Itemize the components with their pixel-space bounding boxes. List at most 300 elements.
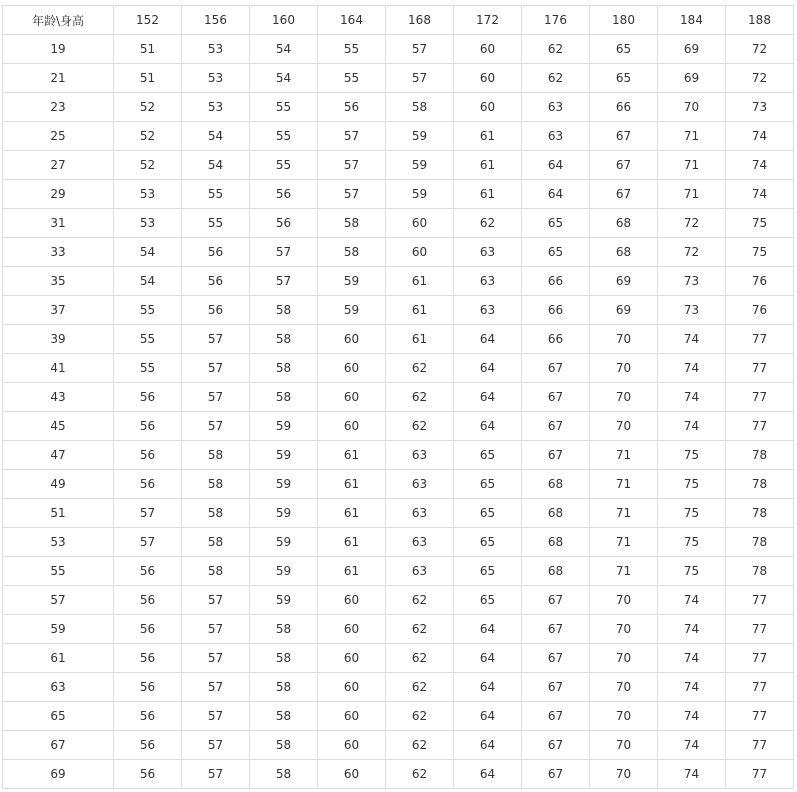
- weight-cell: 67: [522, 441, 590, 470]
- weight-cell: 56: [318, 93, 386, 122]
- weight-cell: 56: [182, 267, 250, 296]
- weight-cell: 64: [454, 412, 522, 441]
- weight-cell: 59: [250, 441, 318, 470]
- weight-cell: 77: [726, 673, 794, 702]
- table-row: [3, 296, 794, 325]
- weight-cell: 64: [454, 354, 522, 383]
- table-row: [3, 499, 794, 528]
- weight-cell: 68: [590, 238, 658, 267]
- weight-cell: 66: [522, 267, 590, 296]
- height-header-cell: 152: [114, 6, 182, 35]
- weight-cell: 58: [250, 354, 318, 383]
- height-header-cell: 180: [590, 6, 658, 35]
- weight-cell: 64: [454, 702, 522, 731]
- weight-cell: 74: [658, 615, 726, 644]
- table-row: [3, 151, 794, 180]
- age-cell: 39: [3, 325, 114, 354]
- weight-cell: 70: [590, 644, 658, 673]
- weight-cell: 62: [522, 64, 590, 93]
- weight-cell: 63: [386, 441, 454, 470]
- age-cell: 41: [3, 354, 114, 383]
- weight-cell: 53: [114, 209, 182, 238]
- age-cell: 25: [3, 122, 114, 151]
- weight-cell: 66: [522, 296, 590, 325]
- height-header-cell: 156: [182, 6, 250, 35]
- age-cell: 55: [3, 557, 114, 586]
- weight-cell: 64: [454, 760, 522, 789]
- weight-cell: 78: [726, 557, 794, 586]
- weight-cell: 58: [250, 673, 318, 702]
- table-row: [3, 470, 794, 499]
- weight-cell: 70: [590, 760, 658, 789]
- weight-cell: 62: [522, 35, 590, 64]
- weight-cell: 58: [250, 615, 318, 644]
- weight-cell: 60: [318, 383, 386, 412]
- weight-cell: 58: [250, 296, 318, 325]
- table-row: [3, 441, 794, 470]
- table-row: [3, 64, 794, 93]
- age-cell: 45: [3, 412, 114, 441]
- weight-cell: 71: [658, 180, 726, 209]
- height-header-cell: 184: [658, 6, 726, 35]
- weight-cell: 60: [318, 760, 386, 789]
- age-cell: 35: [3, 267, 114, 296]
- weight-cell: 57: [182, 702, 250, 731]
- weight-cell: 57: [386, 64, 454, 93]
- table-row: [3, 673, 794, 702]
- weight-cell: 55: [182, 209, 250, 238]
- weight-cell: 54: [182, 151, 250, 180]
- weight-cell: 57: [182, 354, 250, 383]
- weight-cell: 56: [114, 470, 182, 499]
- weight-cell: 62: [386, 673, 454, 702]
- weight-cell: 58: [386, 93, 454, 122]
- weight-cell: 60: [454, 64, 522, 93]
- weight-cell: 62: [386, 383, 454, 412]
- table-row: [3, 412, 794, 441]
- table-row: [3, 267, 794, 296]
- table-row: [3, 238, 794, 267]
- weight-cell: 54: [250, 64, 318, 93]
- table-row: [3, 325, 794, 354]
- age-cell: 21: [3, 64, 114, 93]
- weight-cell: 59: [250, 586, 318, 615]
- weight-cell: 75: [658, 499, 726, 528]
- weight-cell: 57: [250, 238, 318, 267]
- weight-cell: 73: [726, 93, 794, 122]
- weight-cell: 58: [250, 644, 318, 673]
- age-cell: 33: [3, 238, 114, 267]
- weight-cell: 59: [250, 499, 318, 528]
- weight-cell: 70: [658, 93, 726, 122]
- height-header-cell: 172: [454, 6, 522, 35]
- weight-cell: 71: [658, 122, 726, 151]
- weight-cell: 59: [250, 412, 318, 441]
- weight-cell: 58: [250, 383, 318, 412]
- weight-cell: 57: [182, 615, 250, 644]
- weight-cell: 59: [250, 528, 318, 557]
- weight-cell: 63: [454, 267, 522, 296]
- age-cell: 69: [3, 760, 114, 789]
- weight-cell: 62: [386, 354, 454, 383]
- weight-cell: 56: [114, 760, 182, 789]
- weight-cell: 60: [454, 93, 522, 122]
- age-cell: 53: [3, 528, 114, 557]
- table-row: [3, 557, 794, 586]
- weight-cell: 60: [318, 325, 386, 354]
- weight-cell: 56: [182, 296, 250, 325]
- weight-cell: 57: [318, 180, 386, 209]
- weight-cell: 60: [318, 673, 386, 702]
- weight-cell: 56: [114, 731, 182, 760]
- weight-cell: 60: [386, 209, 454, 238]
- weight-cell: 56: [114, 412, 182, 441]
- weight-cell: 70: [590, 412, 658, 441]
- weight-cell: 54: [114, 238, 182, 267]
- weight-cell: 60: [386, 238, 454, 267]
- weight-cell: 62: [386, 586, 454, 615]
- weight-cell: 60: [318, 354, 386, 383]
- weight-cell: 65: [590, 35, 658, 64]
- weight-cell: 67: [522, 760, 590, 789]
- weight-cell: 77: [726, 731, 794, 760]
- height-header-cell: 164: [318, 6, 386, 35]
- weight-cell: 75: [658, 470, 726, 499]
- weight-cell: 66: [590, 93, 658, 122]
- weight-cell: 77: [726, 325, 794, 354]
- weight-cell: 74: [726, 122, 794, 151]
- weight-cell: 75: [658, 441, 726, 470]
- weight-cell: 65: [454, 470, 522, 499]
- weight-cell: 58: [182, 528, 250, 557]
- weight-cell: 52: [114, 151, 182, 180]
- weight-cell: 62: [386, 760, 454, 789]
- age-cell: 23: [3, 93, 114, 122]
- table-row: [3, 586, 794, 615]
- weight-cell: 78: [726, 441, 794, 470]
- weight-cell: 70: [590, 702, 658, 731]
- weight-cell: 57: [182, 383, 250, 412]
- weight-cell: 67: [522, 412, 590, 441]
- weight-cell: 62: [386, 702, 454, 731]
- weight-cell: 74: [658, 586, 726, 615]
- weight-cell: 68: [522, 499, 590, 528]
- weight-cell: 57: [114, 528, 182, 557]
- weight-cell: 61: [318, 470, 386, 499]
- age-cell: 67: [3, 731, 114, 760]
- weight-cell: 62: [386, 615, 454, 644]
- age-cell: 63: [3, 673, 114, 702]
- weight-cell: 67: [522, 586, 590, 615]
- table-row: [3, 35, 794, 64]
- weight-cell: 57: [386, 35, 454, 64]
- weight-cell: 69: [658, 64, 726, 93]
- weight-cell: 77: [726, 354, 794, 383]
- weight-cell: 63: [454, 238, 522, 267]
- weight-cell: 67: [522, 702, 590, 731]
- weight-cell: 55: [250, 151, 318, 180]
- age-cell: 65: [3, 702, 114, 731]
- weight-cell: 61: [386, 267, 454, 296]
- weight-cell: 77: [726, 412, 794, 441]
- weight-cell: 76: [726, 296, 794, 325]
- age-cell: 47: [3, 441, 114, 470]
- weight-cell: 56: [250, 209, 318, 238]
- weight-cell: 55: [250, 93, 318, 122]
- weight-cell: 58: [250, 702, 318, 731]
- weight-cell: 61: [454, 122, 522, 151]
- weight-cell: 62: [386, 731, 454, 760]
- weight-cell: 59: [318, 296, 386, 325]
- weight-cell: 70: [590, 325, 658, 354]
- weight-cell: 59: [386, 122, 454, 151]
- weight-table: [2, 5, 794, 789]
- weight-cell: 52: [114, 93, 182, 122]
- table-row: [3, 180, 794, 209]
- weight-cell: 77: [726, 760, 794, 789]
- table-row: [3, 93, 794, 122]
- weight-cell: 61: [318, 557, 386, 586]
- weight-cell: 63: [386, 470, 454, 499]
- weight-cell: 64: [454, 325, 522, 354]
- corner-header-cell: 年龄\身高: [3, 6, 114, 35]
- weight-cell: 57: [182, 325, 250, 354]
- weight-cell: 61: [386, 296, 454, 325]
- weight-cell: 72: [726, 64, 794, 93]
- weight-cell: 58: [182, 499, 250, 528]
- weight-cell: 53: [182, 93, 250, 122]
- weight-cell: 56: [114, 644, 182, 673]
- weight-cell: 75: [658, 528, 726, 557]
- weight-cell: 68: [522, 470, 590, 499]
- weight-cell: 56: [182, 238, 250, 267]
- age-cell: 37: [3, 296, 114, 325]
- weight-cell: 60: [318, 702, 386, 731]
- weight-cell: 68: [522, 528, 590, 557]
- weight-cell: 59: [386, 151, 454, 180]
- table-row: [3, 383, 794, 412]
- weight-cell: 57: [182, 412, 250, 441]
- weight-cell: 58: [318, 209, 386, 238]
- weight-cell: 78: [726, 528, 794, 557]
- weight-cell: 75: [726, 209, 794, 238]
- weight-cell: 66: [522, 325, 590, 354]
- weight-cell: 52: [114, 122, 182, 151]
- weight-cell: 69: [590, 296, 658, 325]
- weight-cell: 61: [318, 528, 386, 557]
- weight-cell: 55: [318, 64, 386, 93]
- weight-cell: 64: [522, 151, 590, 180]
- table-row: [3, 528, 794, 557]
- weight-cell: 59: [386, 180, 454, 209]
- weight-cell: 70: [590, 731, 658, 760]
- weight-cell: 70: [590, 354, 658, 383]
- weight-cell: 64: [454, 383, 522, 412]
- weight-cell: 65: [454, 499, 522, 528]
- table-row: [3, 760, 794, 789]
- weight-cell: 69: [590, 267, 658, 296]
- weight-cell: 76: [726, 267, 794, 296]
- weight-cell: 65: [522, 238, 590, 267]
- table-row: [3, 702, 794, 731]
- weight-cell: 53: [182, 64, 250, 93]
- weight-cell: 74: [658, 702, 726, 731]
- weight-cell: 55: [250, 122, 318, 151]
- weight-cell: 55: [182, 180, 250, 209]
- weight-cell: 53: [114, 180, 182, 209]
- weight-cell: 75: [726, 238, 794, 267]
- weight-cell: 61: [318, 499, 386, 528]
- table-row: [3, 615, 794, 644]
- weight-cell: 71: [590, 557, 658, 586]
- weight-cell: 58: [182, 557, 250, 586]
- weight-cell: 67: [590, 151, 658, 180]
- weight-cell: 72: [726, 35, 794, 64]
- weight-cell: 74: [658, 354, 726, 383]
- weight-cell: 65: [454, 557, 522, 586]
- weight-cell: 59: [250, 470, 318, 499]
- weight-cell: 61: [318, 441, 386, 470]
- weight-cell: 62: [386, 644, 454, 673]
- weight-cell: 61: [454, 151, 522, 180]
- height-header-cell: 160: [250, 6, 318, 35]
- weight-cell: 71: [590, 441, 658, 470]
- weight-cell: 55: [114, 354, 182, 383]
- weight-cell: 56: [114, 673, 182, 702]
- table-row: [3, 122, 794, 151]
- weight-cell: 64: [454, 673, 522, 702]
- weight-cell: 56: [114, 702, 182, 731]
- weight-cell: 74: [658, 760, 726, 789]
- weight-cell: 51: [114, 64, 182, 93]
- weight-cell: 58: [182, 441, 250, 470]
- age-cell: 51: [3, 499, 114, 528]
- weight-cell: 60: [318, 412, 386, 441]
- weight-cell: 64: [454, 615, 522, 644]
- weight-cell: 77: [726, 615, 794, 644]
- weight-cell: 59: [318, 267, 386, 296]
- weight-cell: 63: [386, 528, 454, 557]
- weight-cell: 68: [590, 209, 658, 238]
- weight-cell: 65: [454, 586, 522, 615]
- weight-cell: 64: [454, 644, 522, 673]
- weight-cell: 77: [726, 383, 794, 412]
- weight-cell: 58: [318, 238, 386, 267]
- weight-cell: 60: [318, 615, 386, 644]
- weight-cell: 70: [590, 673, 658, 702]
- weight-cell: 78: [726, 470, 794, 499]
- weight-cell: 73: [658, 267, 726, 296]
- height-header-cell: 168: [386, 6, 454, 35]
- weight-cell: 70: [590, 383, 658, 412]
- weight-cell: 71: [658, 151, 726, 180]
- weight-cell: 51: [114, 35, 182, 64]
- weight-cell: 63: [386, 557, 454, 586]
- weight-cell: 56: [114, 383, 182, 412]
- weight-cell: 56: [250, 180, 318, 209]
- weight-cell: 74: [658, 673, 726, 702]
- table-row: [3, 731, 794, 760]
- weight-cell: 57: [182, 586, 250, 615]
- weight-cell: 77: [726, 644, 794, 673]
- weight-cell: 57: [318, 122, 386, 151]
- weight-cell: 61: [386, 325, 454, 354]
- age-cell: 43: [3, 383, 114, 412]
- height-header-cell: 188: [726, 6, 794, 35]
- weight-cell: 71: [590, 470, 658, 499]
- weight-cell: 55: [114, 325, 182, 354]
- age-cell: 27: [3, 151, 114, 180]
- age-cell: 57: [3, 586, 114, 615]
- weight-cell: 67: [522, 615, 590, 644]
- weight-cell: 63: [522, 93, 590, 122]
- weight-cell: 58: [250, 731, 318, 760]
- weight-cell: 60: [318, 731, 386, 760]
- weight-cell: 69: [658, 35, 726, 64]
- weight-table-container: [2, 5, 794, 789]
- weight-cell: 55: [318, 35, 386, 64]
- weight-cell: 59: [250, 557, 318, 586]
- weight-cell: 71: [590, 528, 658, 557]
- age-cell: 29: [3, 180, 114, 209]
- age-cell: 61: [3, 644, 114, 673]
- height-header-cell: 176: [522, 6, 590, 35]
- weight-cell: 77: [726, 702, 794, 731]
- weight-cell: 74: [658, 383, 726, 412]
- weight-cell: 57: [318, 151, 386, 180]
- weight-cell: 67: [590, 180, 658, 209]
- weight-cell: 78: [726, 499, 794, 528]
- weight-cell: 68: [522, 557, 590, 586]
- table-row: [3, 209, 794, 238]
- weight-cell: 67: [522, 354, 590, 383]
- weight-cell: 63: [522, 122, 590, 151]
- weight-cell: 77: [726, 586, 794, 615]
- weight-cell: 70: [590, 586, 658, 615]
- weight-cell: 72: [658, 238, 726, 267]
- weight-cell: 60: [454, 35, 522, 64]
- weight-cell: 71: [590, 499, 658, 528]
- weight-cell: 58: [250, 325, 318, 354]
- weight-cell: 60: [318, 644, 386, 673]
- weight-cell: 61: [454, 180, 522, 209]
- weight-cell: 65: [522, 209, 590, 238]
- weight-cell: 75: [658, 557, 726, 586]
- weight-cell: 74: [658, 644, 726, 673]
- weight-cell: 73: [658, 296, 726, 325]
- age-cell: 59: [3, 615, 114, 644]
- weight-cell: 57: [250, 267, 318, 296]
- weight-cell: 74: [658, 731, 726, 760]
- age-cell: 19: [3, 35, 114, 64]
- weight-cell: 72: [658, 209, 726, 238]
- weight-cell: 54: [250, 35, 318, 64]
- weight-cell: 60: [318, 586, 386, 615]
- weight-cell: 74: [726, 151, 794, 180]
- header-row: [3, 6, 794, 35]
- age-cell: 49: [3, 470, 114, 499]
- weight-cell: 57: [182, 673, 250, 702]
- age-cell: 31: [3, 209, 114, 238]
- weight-cell: 67: [522, 731, 590, 760]
- weight-cell: 64: [454, 731, 522, 760]
- table-row: [3, 644, 794, 673]
- weight-cell: 57: [182, 731, 250, 760]
- weight-cell: 57: [182, 760, 250, 789]
- weight-cell: 62: [454, 209, 522, 238]
- weight-cell: 56: [114, 615, 182, 644]
- weight-cell: 67: [522, 383, 590, 412]
